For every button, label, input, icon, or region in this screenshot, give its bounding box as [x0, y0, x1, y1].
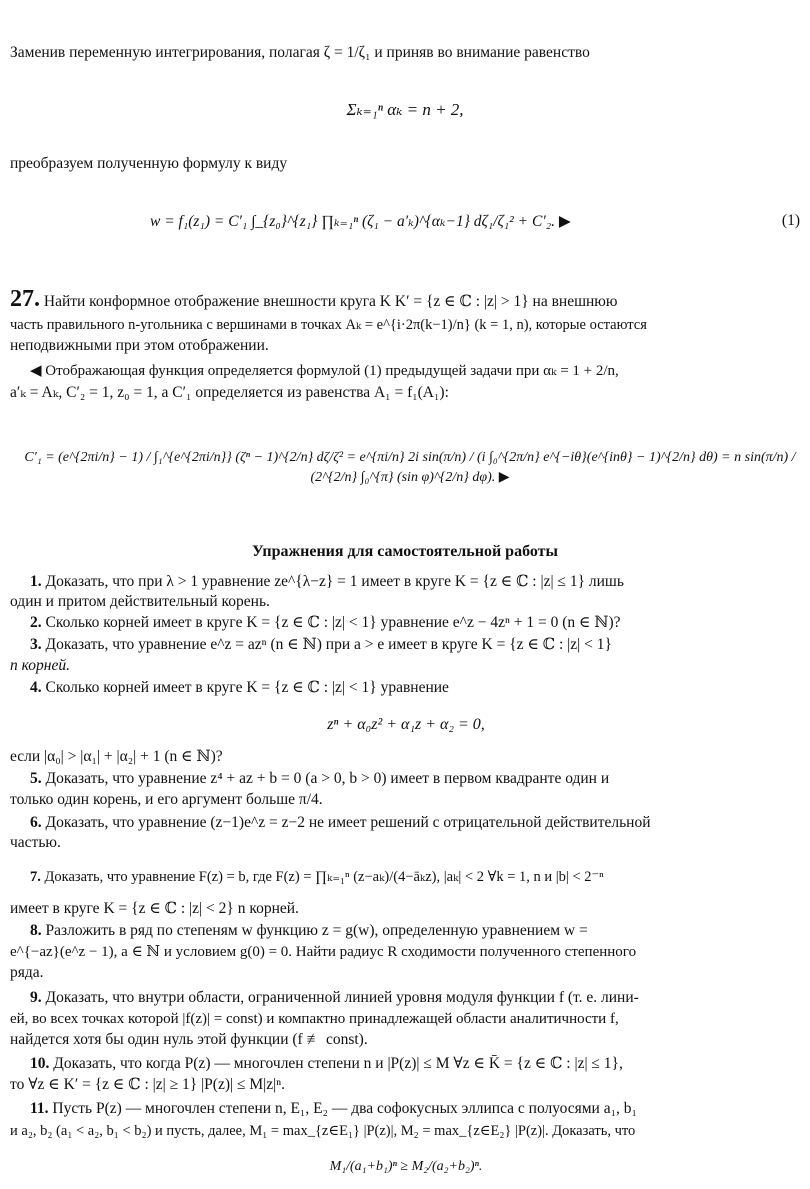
- exercise-line: ряда.: [10, 964, 44, 981]
- problem-27-line-4: ◀ Отображающая функция определяется формулой (1) предыдущей задачи при αₖ = 1 + 2/n,: [30, 363, 619, 379]
- exercise-line: 6. Доказать, что уравнение (z−1)e^z = z−2 не имеет решений с отрицательной действительной: [30, 814, 651, 831]
- exercise-line: n корней.: [10, 657, 70, 674]
- exercise-line: если |α₀| > |α₁| + |α₂| + 1 (n ∈ ℕ)?: [10, 748, 223, 765]
- exercise-line: 10. Доказать, что когда P(z) — многочлен степени n и |P(z)| ≤ M ∀z ∈ K̄ = {z ∈ ℂ : |z| ≤ 1},: [30, 1055, 623, 1072]
- exercise-line: то ∀z ∈ K′ = {z ∈ ℂ : |z| ≥ 1} |P(z)| ≤ M|z|ⁿ.: [10, 1076, 285, 1093]
- exercise-line: e^{−az}(e^z − 1), a ∈ ℕ и условием g(0) = 0. Найти радиус R сходимости полученного степенного: [10, 944, 637, 960]
- problem-27-line-3: неподвижными при этом отображении.: [10, 337, 269, 354]
- problem-27-line-1: [10, 288, 802, 313]
- problem-27-line-5: a′ₖ = Aₖ, C′₂ = 1, z₀ = 1, а C′₁ определяется из равенства A₁ = f₁(A₁):: [10, 384, 449, 401]
- exercise-line: 2. Сколько корней имеет в круге K = {z ∈ ℂ : |z| < 1} уравнение e^z − 4zⁿ + 1 = 0 (n ∈ ℕ)?: [30, 614, 621, 631]
- exercise-line: 9. Доказать, что внутри области, ограниченной линией уровня модуля функции f (т. е. лини-: [30, 989, 639, 1006]
- exercise-line: 5. Доказать, что уравнение z⁴ + az + b = 0 (a > 0, b > 0) имеет в первом квадранте один и: [30, 770, 610, 787]
- exercise-line: 7. Доказать, что уравнение F(z) = b, где F(z) = ∏ₖ₌₁ⁿ (z−aₖ)/(4−āₖz), |aₖ| < 2 ∀k = 1, n и |b| < 2⁻ⁿ: [30, 869, 604, 885]
- exercise-line: 4. Сколько корней имеет в круге K = {z ∈ ℂ : |z| < 1} уравнение: [30, 679, 449, 696]
- exercise-line: 11. Пусть P(z) — многочлен степени n, E₁, E₂ — два софокусных эллипса с полуосями a₁, b₁: [30, 1100, 637, 1117]
- main-formula: w = f₁(z₁) = C′₁ ∫_{z₀}^{z₁} ∏ₖ₌₁ⁿ (ζ₁ − a′ₖ)^{αₖ−1} dζ₁/ζ₁² + C′₂. ▶: [150, 213, 571, 230]
- exercise-line: 1. Доказать, что при λ > 1 уравнение ze^{λ−z} = 1 имеет в круге K = {z ∈ ℂ : |z| ≤ 1} лишь: [30, 573, 624, 590]
- exercise-line: найдется хотя бы один нуль этой функции (f ≢ const).: [10, 1031, 368, 1048]
- exercise-line: ей, во всех точках которой |f(z)| = const) и компактно принадлежащей области аналитичности f,: [10, 1011, 619, 1027]
- exercise-formula: zⁿ + α₀z² + α₁z + α₂ = 0,: [327, 716, 485, 733]
- exercises-heading: Упражнения для самостоятельной работы: [251, 543, 559, 560]
- exercise-line: частью.: [10, 834, 61, 851]
- problem-27-line-2: часть правильного n-угольника с вершинами в точках Aₖ = e^{i·2π(k−1)/n} (k = 1, n), которые остаются: [10, 317, 647, 333]
- transform-text: преобразуем полученную формулу к виду: [10, 155, 288, 172]
- problem-27-formula: C′₁ = (e^{2πi/n} − 1) / ∫₁^{e^{2πi/n}} (ζⁿ − 1)^{2/n} dζ/ζ² = e^{πi/n} 2i sin(π/n) / (i ∫₀^{2π/n} e^{−iθ}(e^{inθ} − 1)^{2/n} dθ) = n sin(π/n) / (2^{2/n} ∫₀^{π} (sin φ)^{2/n} dφ). ▶: [24, 450, 796, 485]
- exercise-line: один и притом действительный корень.: [10, 593, 270, 610]
- exercise-line: и a₂, b₂ (a₁ < a₂, b₁ < b₂) и пусть, далее, M₁ = max_{z∈E₁} |P(z)|, M₂ = max_{z∈E₂} |P(z)|. Доказать, что: [10, 1123, 636, 1139]
- exercise-formula: M₁/(a₁+b₁)ⁿ ≥ M₂/(a₂+b₂)ⁿ.: [329, 1159, 483, 1174]
- exercise-line: только один корень, и его аргумент больше π/4.: [10, 791, 323, 808]
- equation-number: (1): [781, 212, 800, 229]
- exercise-line: имеет в круге K = {z ∈ ℂ : |z| < 2} n корней.: [10, 900, 299, 917]
- exercise-line: 3. Доказать, что уравнение e^z = azⁿ (n ∈ ℕ) при a > e имеет в круге K = {z ∈ ℂ : |z| < 1}: [30, 636, 612, 653]
- intro-text: Заменив переменную интегрирования, полагая ζ = 1/ζ₁ и приняв во внимание равенство: [10, 44, 590, 61]
- exercise-line: 8. Разложить в ряд по степеням w функцию z = g(w), определенную уравнением w =: [30, 922, 588, 939]
- problem-27-number: 27.: [10, 288, 40, 312]
- sum-formula: Σₖ₌₁ⁿ αₖ = n + 2,: [346, 100, 464, 119]
- problem-27-text-1: Найти конформное отображение внешности круга K K′ = {z ∈ ℂ : |z| > 1} на внешнюю: [43, 293, 618, 310]
